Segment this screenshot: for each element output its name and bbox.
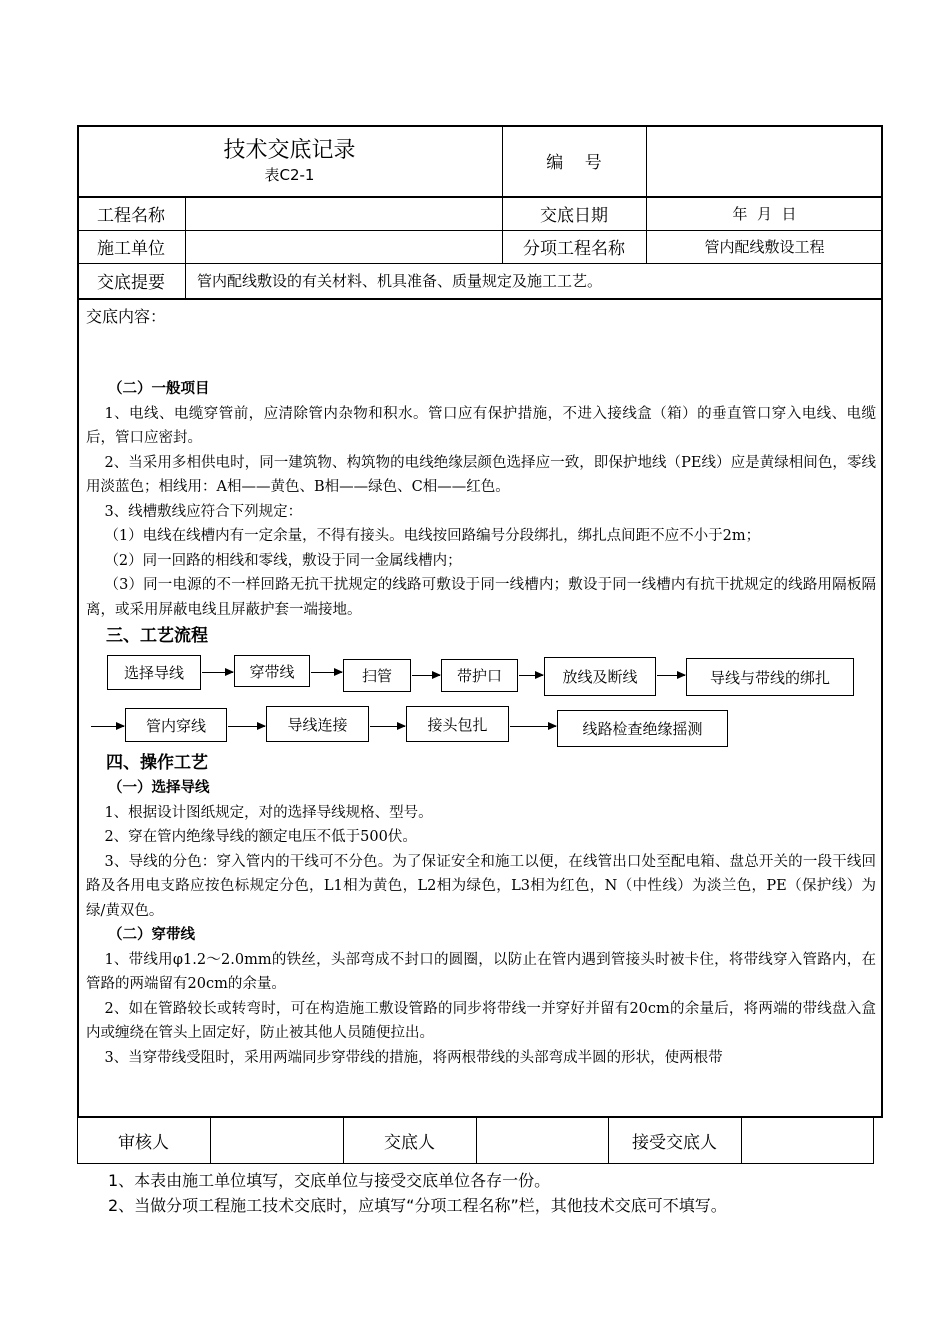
list-item: 2、当采用多相供电时，同一建筑物、构筑物的电线绝缘层颜色选择应一致，即保护地线（PE线）应是黄绿相间色，零线用淡蓝色；相线用：A相——黄色、B相——绿色、C相——红色。: [86, 454, 876, 495]
list-item: （2）同一回路的相线和零线，敷设于同一金属线槽内；: [104, 552, 462, 569]
flow-step: 带护口: [441, 659, 518, 692]
unit-field[interactable]: [185, 230, 502, 263]
content-label: 交底内容：: [86, 307, 167, 326]
discloser-field[interactable]: [476, 1117, 608, 1164]
list-item: 2、如在管路较长或转弯时，可在构造施工敷设管路的同步将带线一并穿好并留有20cm的余量后，将两端的带线盘入盒内或缠绕在管头上固定好，防止被其他人员随便拉出。: [86, 1000, 876, 1041]
reviewer-label: 审核人: [118, 1133, 169, 1153]
arrow-icon: [91, 726, 124, 727]
project-name-field[interactable]: [185, 196, 502, 230]
summary-field[interactable]: 管内配线敷设的有关材料、机具准备、质量规定及施工工艺。: [197, 272, 603, 290]
title-cell: [77, 125, 502, 196]
flow-step: 放线及断线: [544, 657, 656, 696]
general-section: [86, 377, 876, 650]
subproject-field[interactable]: 管内配线敷设工程: [704, 238, 825, 256]
page-title: 技术交底记录: [223, 137, 356, 163]
footnote: 2、当做分项工程施工技术交底时，应填写“分项工程名称”栏，其他技术交底可不填写。: [108, 1196, 727, 1215]
flow-step: 导线连接: [266, 706, 369, 742]
date-label: 交底日期: [540, 205, 608, 226]
process-heading: 三、工艺流程: [106, 626, 208, 646]
arrow-icon: [228, 726, 265, 727]
operation-section: [86, 750, 876, 1070]
receiver-label: 接受交底人: [632, 1133, 717, 1153]
number-field[interactable]: [646, 125, 883, 196]
subproject-label: 分项工程名称: [523, 239, 625, 259]
list-item: （3）同一电源的不一样回路无抗干扰规定的线路可敷设于同一线槽内；敷设于同一线槽内有抗干扰规定的线路用隔板隔离，或采用屏蔽电线且屏蔽护套一端接地。: [86, 577, 876, 618]
list-item: 1、根据设计图纸规定，对的选择导线规格、型号。: [104, 804, 433, 821]
receiver-field[interactable]: [741, 1117, 874, 1164]
general-heading: （二）一般项目: [108, 381, 210, 397]
flow-step: 扫管: [343, 659, 411, 692]
list-item: 1、带线用φ1.2～2.0mm的铁丝，头部弯成不封口的圆圈，以防止在管内遇到管接头时被卡住，将带线穿入管路内，在管路的两端留有20cm的余量。: [86, 951, 876, 992]
flow-step: 选择导线: [107, 655, 201, 690]
number-label: 编 号: [546, 153, 602, 173]
list-item: 2、穿在管内绝缘导线的额定电压不低于500伏。: [104, 829, 417, 845]
operation-heading: 四、操作工艺: [106, 753, 208, 773]
form-number: 表C2-1: [264, 165, 315, 184]
list-item: 3、当穿带线受阻时，采用两端同步穿带线的措施，将两根带线的头部弯成半圆的形状，使两根带: [104, 1049, 723, 1066]
unit-label: 施工单位: [97, 239, 165, 259]
flow-step: 线路检查绝缘摇测: [557, 710, 728, 747]
list-item: （1）电线在线槽内有一定余量，不得有接头。电线按回路编号分段绑扎，绑扎点间距不应不小于2m；: [104, 528, 761, 544]
row-divider: [77, 298, 883, 300]
list-item: 3、线槽敷线应符合下列规定：: [104, 503, 303, 520]
list-item: 1、电线、电缆穿管前，应清除管内杂物和积水。管口应有保护措施，不进入接线盒（箱）的垂直管口穿入电线、电缆后，管口应密封。: [86, 405, 876, 446]
arrow-icon: [370, 726, 405, 727]
arrow-icon: [412, 675, 440, 676]
list-item: 3、导线的分色：穿入管内的干线可不分色。为了保证安全和施工以便，在线管出口处至配电箱、盘总开关的一段干线回路及各用电支路应按色标规定分色，L1相为黄色，L2相为绿色，L3相为红色，N（中性线）为淡兰色，PE（保护线）为绿/黄双色。: [86, 853, 876, 919]
arrow-icon: [202, 672, 233, 673]
reviewer-field[interactable]: [210, 1117, 343, 1164]
threading-heading: （二）穿带线: [108, 927, 195, 943]
arrow-icon: [519, 675, 543, 676]
flow-step: 导线与带线的绑扎: [686, 658, 854, 696]
flow-step: 穿带线: [234, 655, 310, 687]
select-heading: （一）选择导线: [108, 780, 210, 796]
date-field[interactable]: 年 月 日: [732, 204, 797, 223]
flow-step: 管内穿线: [125, 708, 227, 742]
project-name-label: 工程名称: [97, 205, 165, 226]
flow-step: 接头包扎: [406, 706, 509, 742]
summary-label: 交底提要: [97, 273, 165, 293]
footnote: 1、本表由施工单位填写，交底单位与接受交底单位各存一份。: [108, 1171, 551, 1190]
arrow-icon: [311, 672, 342, 673]
arrow-icon: [657, 675, 685, 676]
discloser-label: 交底人: [384, 1133, 435, 1153]
arrow-icon: [510, 726, 556, 727]
